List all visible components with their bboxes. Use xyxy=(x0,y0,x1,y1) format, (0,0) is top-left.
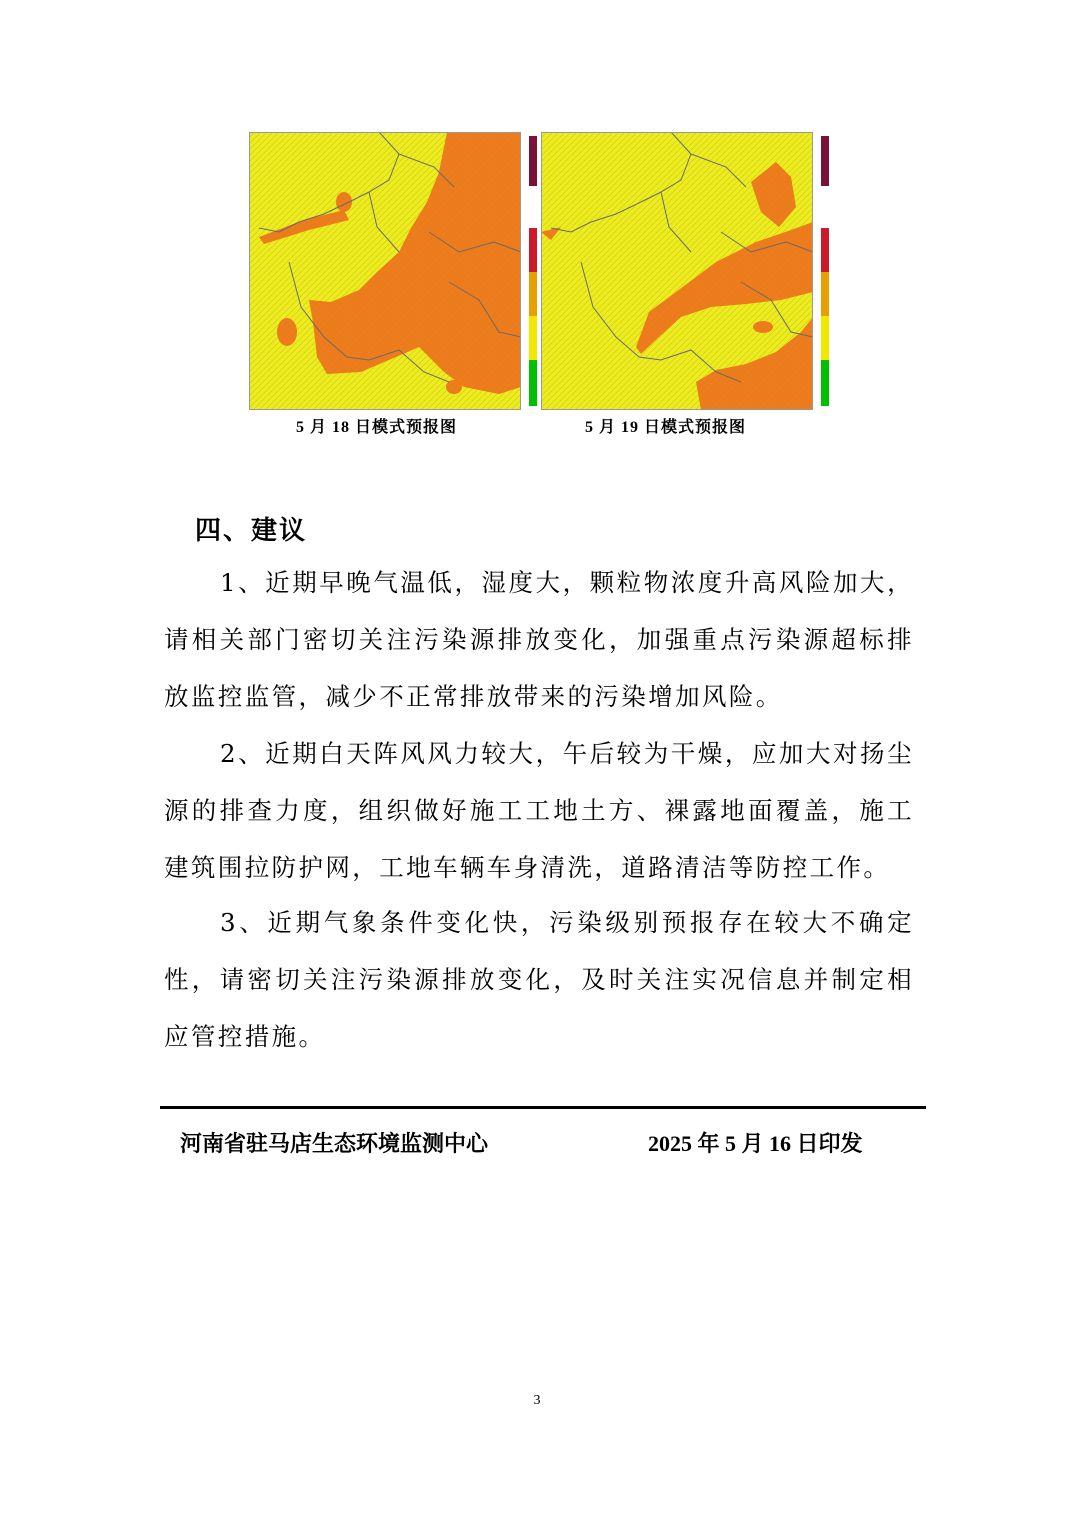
forecast-map-may19 xyxy=(541,132,833,410)
footer-issuer: 河南省驻马店生态环境监测中心 xyxy=(180,1131,489,1156)
legend-swatch xyxy=(529,228,537,272)
legend-swatch xyxy=(821,360,829,406)
legend-swatch xyxy=(529,136,537,186)
legend-swatch xyxy=(821,316,829,360)
legend-swatch xyxy=(529,316,537,360)
footer-date: 2025 年 5 月 16 日印发 xyxy=(648,1131,863,1156)
section-heading: 四、建议 xyxy=(195,516,308,546)
paragraph-3: 3、近期气象条件变化快，污染级别预报存在较大不确定性，请密切关注污染源排放变化，及时关注实况信息并制定相应管控措施。 xyxy=(164,908,914,1051)
legend-swatch xyxy=(529,272,537,316)
figure-caption: 5 月 18 日模式预报图 xyxy=(296,419,458,436)
paragraph-1: 1、近期早晚气温低，湿度大，颗粒物浓度升高风险加大，请相关部门密切关注污染源排放变化，加强重点污染源超标排放监控监管，减少不正常排放带来的污染增加风险。 xyxy=(164,568,914,711)
legend-swatch xyxy=(821,136,829,186)
forecast-map-may18 xyxy=(249,132,541,410)
paragraph-2: 2、近期白天阵风风力较大，午后较为干燥，应加大对扬尘源的排查力度，组织做好施工工地土方、裸露地面覆盖，施工建筑围拉防护网，工地车辆车身清洗，道路清洁等防控工作。 xyxy=(164,739,914,882)
footer-divider xyxy=(160,1106,926,1109)
page-number: 3 xyxy=(533,1393,541,1408)
figure-caption: 5 月 19 日模式预报图 xyxy=(585,419,747,436)
legend-swatch xyxy=(821,272,829,316)
legend-swatch xyxy=(821,228,829,272)
legend-swatch xyxy=(529,360,537,406)
